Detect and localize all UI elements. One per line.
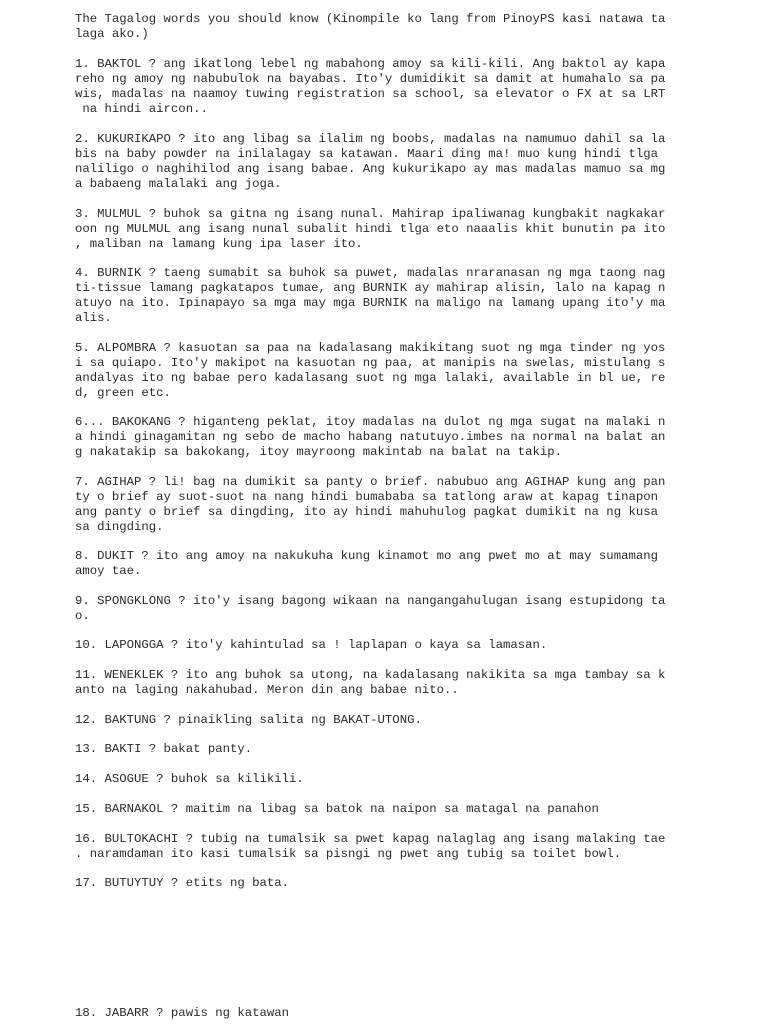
- entry-14: 14. ASOGUE ? buhok sa kilikili.: [75, 772, 304, 786]
- entry-7: 7. AGIHAP ? li! bag na dumikit sa panty o brief. nabubuo ang AGIHAP kung ang pan ty o brief ay suot-suot na nang hindi bumababa sa tatlong araw at kapag tinapon ang panty o brief sa dingding, ito ay hindi mahuhulog pagkat dumikit na ng kusa sa dingding.: [75, 475, 666, 534]
- entry-12: 12. BAKTUNG ? pinaikling salita ng BAKAT-UTONG.: [75, 713, 422, 727]
- entry-11: 11. WENEKLEK ? ito ang buhok sa utong, na kadalasang nakikita sa mga tambay sa k anto na laging nakahubad. Meron din ang babae nito..: [75, 668, 666, 697]
- entry-13: 13. BAKTI ? bakat panty.: [75, 742, 253, 756]
- entry-5: 5. ALPOMBRA ? kasuotan sa paa na kadalasang makikitang suot ng mga tinder ng yos i sa quiapo. Ito'y makipot na kasuotan ng paa, at manipis na swelas, mistulang s andalyas ito ng babae pero kadalasang suot ng mga lalaki, available in bl ue, re d, green etc.: [75, 341, 666, 400]
- entry-2: 2. KUKURIKAPO ? ito ang libag sa ilalim ng boobs, madalas na namumuo dahil sa la bis na baby powder na inilalagay sa katawan. Maari ding ma! muo kung hindi tlga naliligo o naghihilod ang isang babae. Ang kukurikapo ay mas madalas mamuo sa mg a babaeng malalaki ang joga.: [75, 132, 666, 191]
- entry-18: 18. JABARR ? pawis ng katawan: [75, 1006, 290, 1020]
- entry-10: 10. LAPONGGA ? ito'y kahintulad sa ! laplapan o kaya sa lamasan.: [75, 638, 548, 652]
- entry-16: 16. BULTOKACHI ? tubig na tumalsik sa pwet kapag nalaglag ang isang malaking tae . naramdaman ito kasi tumalsik sa pisngi ng pwet ang tubig sa toilet bowl.: [75, 832, 666, 861]
- entry-17: 17. BUTUYTUY ? etits ng bata.: [75, 876, 290, 890]
- entry-15: 15. BARNAKOL ? maitim na libag sa batok na naipon sa matagal na panahon: [75, 802, 599, 816]
- entry-8: 8. DUKIT ? ito ang amoy na nakukuha kung kinamot mo ang pwet mo at may sumamang amoy tae.: [75, 549, 658, 578]
- entry-4: 4. BURNIK ? taeng sumabit sa buhok sa puwet, madalas nraranasan ng mga taong nag ti-tissue lamang pagkatapos tumae, ang BURNIK ay mahirap alisin, lalo na kapag n atuyo na ito. Ipinapayo sa mga may mga BURNIK na maligo na lamang upang ito'y ma alis.: [75, 266, 666, 325]
- entry-9: 9. SPONGKLONG ? ito'y isang bagong wikaan na nangangahulugan isang estupidong ta o.: [75, 594, 666, 623]
- entry-6: 6... BAKOKANG ? higanteng peklat, itoy madalas na dulot ng mga sugat na malaki n a hindi ginagamitan ng sebo de macho habang natutuyo.imbes na normal na balat an g nakatakip sa bakokang, itoy mayroong makintab na balat na takip.: [75, 415, 666, 459]
- document-intro: The Tagalog words you should know (Kinompile ko lang from PinoyPS kasi natawa ta laga ako.): [75, 12, 666, 41]
- entry-1: 1. BAKTOL ? ang ikatlong lebel ng mabahong amoy sa kili-kili. Ang baktol ay kapa reho ng amoy ng nabubulok na bayabas. Ito'y dumidikit sa damit at humahalo sa pa wis, madalas na naamoy tuwing registration sa school, sa elevator o FX at sa LRT na hindi aircon..: [75, 57, 666, 116]
- entry-3: 3. MULMUL ? buhok sa gitna ng isang nunal. Mahirap ipaliwanag kungbakit nagkakar oon ng MULMUL ang isang nunal subalit hindi tlga eto naaalis khit bunutin pa ito , maliban na lamang kung ipa laser ito.: [75, 207, 666, 251]
